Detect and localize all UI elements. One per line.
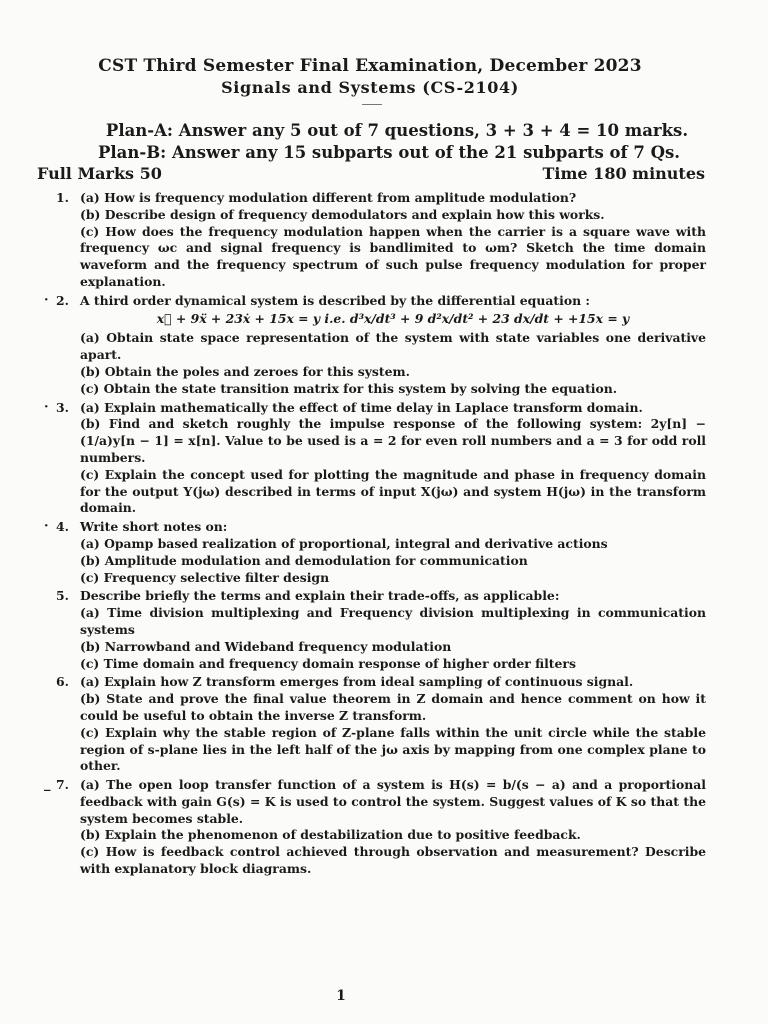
question-2 xyxy=(44,293,706,398)
subpart-a: (a) How is frequency modulation different from amplitude modulation? xyxy=(80,190,577,205)
differential-equation: x⃛ + 9ẍ + 23ẋ + 15x = y i.e. d³x/dt³ + 9 d²x/dt² + 23 dx/dt + +15x = y xyxy=(156,310,630,326)
question-number: 7. xyxy=(56,777,69,793)
question-body xyxy=(80,190,706,291)
question-intro: A third order dynamical system is described by the differential equation : xyxy=(80,292,590,308)
question-mark xyxy=(44,588,56,672)
subpart-b: (b) Obtain the poles and zeroes for this system. xyxy=(80,363,410,379)
question-1 xyxy=(44,190,706,291)
subpart-b: (b) Find and sketch roughly the impulse response of the following system: 2y[n] − (1/a)y[n − 1] = x[n]. Value to be used is a = 2 for even roll numbers and a = 3 for odd roll numbers. xyxy=(80,416,706,465)
subpart-c: (c) Explain the concept used for plotting the magnitude and phase in frequency domain for the output Y(jω) described in terms of input X(jω) and system H(jω) in the transform domain. xyxy=(80,466,706,516)
subpart-a: (a) Time division multiplexing and Frequency division multiplexing in communication systems xyxy=(80,605,706,637)
question-number: 3. xyxy=(56,399,69,415)
subpart-b: (b) Describe design of frequency demodulators and explain how this works. xyxy=(80,206,605,222)
subpart-a: (a) Opamp based realization of proportional, integral and derivative actions xyxy=(80,535,608,551)
question-number: 1. xyxy=(56,190,69,205)
question-body xyxy=(80,674,706,775)
subject-title: Signals and Systems (CS-2104) xyxy=(221,78,519,97)
question-list xyxy=(44,190,706,880)
page-number: 1 xyxy=(336,988,346,1004)
subpart-a: (a) The open loop transfer function of a system is H(s) = b/(s − a) and a proportional feedback with gain G(s) = K is used to control the system. Suggest values of K so that the system becomes stable. xyxy=(80,777,706,826)
question-mark: · xyxy=(44,399,49,415)
question-number: 2. xyxy=(56,292,69,308)
question-4 xyxy=(44,519,706,586)
question-intro: Describe briefly the terms and explain their trade-offs, as applicable: xyxy=(80,588,560,604)
subpart-c: (c) How does the frequency modulation happen when the carrier is a square wave with frequency ωc and signal frequency is bandlimited to ωm? Sketch the time domain waveform and the frequency spectrum of such pulse frequency modulation for proper explanation. xyxy=(80,223,706,289)
full-marks: Full Marks 50 xyxy=(37,164,162,183)
subpart-c: (c) Frequency selective filter design xyxy=(80,569,330,585)
subpart-c: (c) Explain why the stable region of Z-plane falls within the unit circle while the stable region of s-plane lies in the left half of the jω axis by mapping from one complex plane to other. xyxy=(80,724,706,774)
question-body xyxy=(80,519,706,586)
question-number: 5. xyxy=(56,588,69,604)
question-body xyxy=(80,293,706,398)
question-7 xyxy=(44,777,706,878)
question-intro: Write short notes on: xyxy=(80,519,228,535)
question-3 xyxy=(44,400,706,518)
question-mark: · xyxy=(44,519,49,535)
exam-title: CST Third Semester Final Examination, December 2023 xyxy=(98,56,642,76)
question-mark xyxy=(44,674,56,775)
question-mark xyxy=(44,190,56,291)
subpart-a: (a) Explain mathematically the effect of time delay in Laplace transform domain. xyxy=(80,399,643,415)
exam-time: Time 180 minutes xyxy=(542,164,705,183)
plan-a-instruction: Plan-A: Answer any 5 out of 7 questions, 3 + 3 + 4 = 10 marks. xyxy=(105,121,689,140)
header-divider xyxy=(362,104,382,105)
subpart-b: (b) Explain the phenomenon of destabilization due to positive feedback. xyxy=(80,827,581,843)
question-6 xyxy=(44,674,706,775)
question-number: 4. xyxy=(56,519,69,535)
question-body xyxy=(80,588,706,672)
subpart-b: (b) Amplitude modulation and demodulation for communication xyxy=(80,552,528,568)
subpart-c: (c) How is feedback control achieved through observation and measurement? Describe with explanatory block diagrams. xyxy=(80,844,706,877)
question-mark: _ xyxy=(44,777,51,793)
plan-b-instruction: Plan-B: Answer any 15 subparts out of the 21 subparts of 7 Qs. xyxy=(97,143,680,162)
question-mark: · xyxy=(44,292,49,308)
subpart-c: (c) Obtain the state transition matrix for this system by solving the equation. xyxy=(80,380,618,396)
subpart-a: (a) Explain how Z transform emerges from ideal sampling of continuous signal. xyxy=(80,674,634,690)
question-body xyxy=(80,777,706,878)
marks-time-row xyxy=(37,164,705,183)
subpart-b: (b) State and prove the final value theorem in Z domain and hence comment on how it could be useful to obtain the inverse Z transform. xyxy=(80,691,706,723)
question-5 xyxy=(44,588,706,672)
subpart-a: (a) Obtain state space representation of the system with state variables one derivative apart. xyxy=(80,330,706,363)
question-number: 6. xyxy=(56,674,69,690)
subpart-c: (c) Time domain and frequency domain response of higher order filters xyxy=(80,655,576,671)
subpart-b: (b) Narrowband and Wideband frequency modulation xyxy=(80,638,452,654)
question-body xyxy=(80,400,706,518)
